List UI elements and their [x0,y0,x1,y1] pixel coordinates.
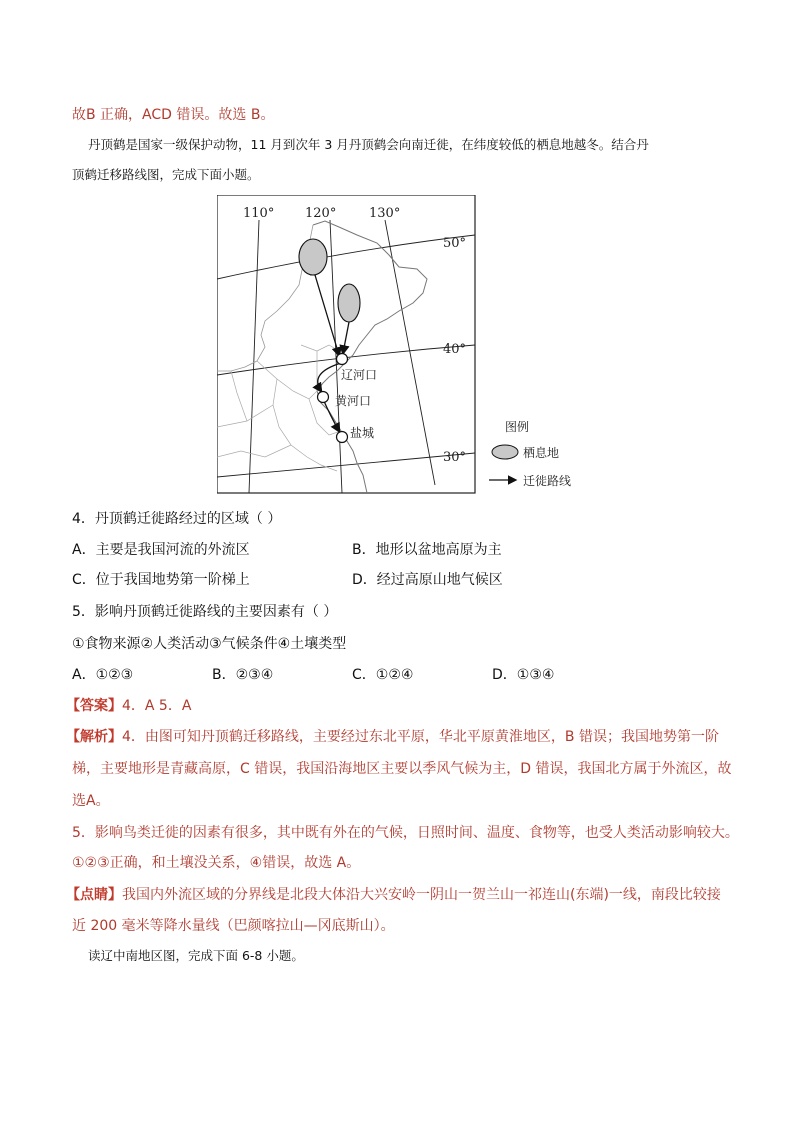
lat-label-40: 40° [443,342,467,357]
q5-stem: 5．影响丹顶鹤迁徙路线的主要因素有（ ） [72,604,338,620]
habitat-zhalong [299,239,327,275]
intro-line-2: 顶鹤迁移路线图，完成下面小题。 [72,167,260,182]
place-huanghekou: 黄河口 [335,394,372,408]
analysis-tag: 【解析】 [66,729,122,745]
answer-line [66,695,191,715]
place-liaohekou: 辽河口 [341,368,378,382]
tip-tag: 【点睛】 [66,887,122,903]
q4-option-b: B．地形以盆地高原为主 [352,542,502,558]
legend-title: 图例 [505,420,530,434]
lat-label-50: 50° [443,236,467,251]
q4-option-c: C．位于我国地势第一阶梯上 [72,572,250,588]
analysis-line-1 [66,726,719,746]
q4-option-a: A．主要是我国河流的外流区 [72,542,250,558]
analysis-line-4: 5．影响鸟类迁徙的因素有很多，其中既有外在的气候，日照时间、温度、食物等，也受人类活动影响较大。 [72,825,739,841]
tip-text-1: 我国内外流区域的分界线是北段大体沿大兴安岭一阴山一贺兰山一祁连山(东端)一线，南段比较接 [122,887,721,903]
previous-conclusion: 故B 正确，ACD 错误。故选 B。 [72,107,275,123]
tip-line-2: 近 200 毫米等降水量线（巴颜喀拉山—冈底斯山）。 [72,918,395,934]
stop-huanghekou [318,392,329,403]
analysis-line-2: 梯，主要地形是青藏高原，C 错误，我国沿海地区主要以季风气候为主，D 错误，我国北方属于外流区，故 [72,761,732,777]
crane-migration-map [217,195,577,495]
stop-liaohekou [337,354,348,365]
q4-stem: 4．丹顶鹤迁徙路经过的区域（ ） [72,511,282,527]
lon-label-130: 130° [369,206,401,221]
answer-tag: 【答案】 [66,698,122,714]
stop-yancheng [337,432,348,443]
next-intro: 读辽中南地区图，完成下面 6-8 小题。 [88,948,304,963]
analysis-line-5: ①②③正确，和土壤没关系，④错误，故选 A。 [72,855,361,871]
analysis-line-3: 选A。 [72,793,110,809]
analysis-text-1: 4．由图可知丹顶鹤迁移路线，主要经过东北平原，华北平原黄淮地区，B 错误；我国地势第一阶 [122,729,719,745]
q5-option-d: D．①③④ [492,667,555,683]
q4-option-d: D．经过高原山地气候区 [352,572,503,588]
q5-option-a: A．①②③ [72,667,134,683]
legend-habitat-symbol [492,445,518,459]
tip-line-1 [66,884,721,904]
lon-label-120: 120° [305,206,337,221]
q5-option-b: B．②③④ [212,667,274,683]
q5-option-c: C．①②④ [352,667,414,683]
legend-habitat-label: 栖息地 [523,446,560,460]
legend-route-label: 迁徙路线 [523,474,572,488]
answer-text: 4．A 5．A [122,698,192,714]
lat-label-30: 30° [443,450,467,465]
q5-factors: ①食物来源②人类活动③气候条件④土壤类型 [72,636,347,652]
place-yancheng: 盐城 [350,426,375,440]
habitat-northeast [338,284,360,322]
intro-line-1: 丹顶鹤是国家一级保护动物，11 月到次年 3 月丹顶鹤会向南迁徙，在纬度较低的栖息地越冬。结合丹 [88,137,649,152]
lon-label-110: 110° [243,206,275,221]
